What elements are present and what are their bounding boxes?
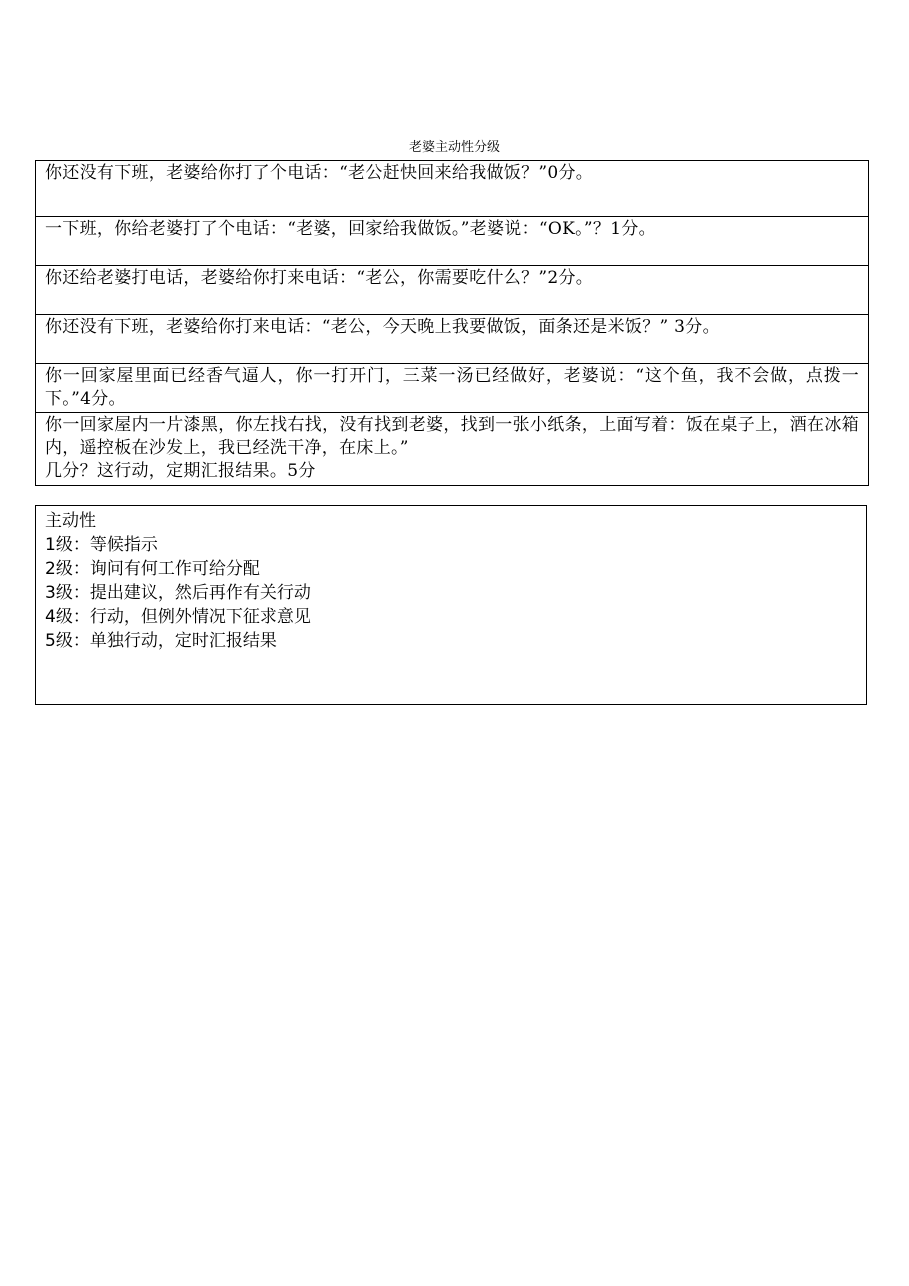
- table-row: [36, 364, 869, 413]
- level-2-text: 你还给老婆打电话，老婆给你打来电话：“老公，你需要吃什么？”2分。: [36, 266, 869, 315]
- table-row: [36, 413, 869, 486]
- guide-heading: 主动性: [45, 511, 96, 531]
- guide-level-3: 3级：提出建议，然后再作有关行动: [45, 583, 311, 603]
- table-row: [36, 161, 869, 217]
- page-title: 老婆主动性分级: [408, 140, 500, 155]
- level-0-text: 你还没有下班，老婆给你打了个电话：“老公赶快回来给我做饭？”0分。: [36, 161, 869, 217]
- level-4-text: 你一回家屋里面已经香气逼人，你一打开门，三菜一汤已经做好，老婆说：“这个鱼，我不会做，点拨一下。”4分。: [36, 364, 869, 413]
- levels-table: [35, 160, 869, 486]
- guide-level-4: 4级：行动，但例外情况下征求意见: [45, 607, 311, 627]
- table-row: [36, 217, 869, 266]
- table-row: [36, 266, 869, 315]
- initiative-guide-box: [35, 505, 867, 705]
- level-1-text: 一下班，你给老婆打了个电话：“老婆，回家给我做饭。”老婆说：“OK。”？1分。: [36, 217, 869, 266]
- guide-level-5: 5级：单独行动，定时汇报结果: [45, 631, 277, 651]
- level-3-text: 你还没有下班，老婆给你打来电话：“老公，今天晚上我要做饭，面条还是米饭？” 3分。: [36, 315, 869, 364]
- level-5-text: 你一回家屋内一片漆黑，你左找右找，没有找到老婆，找到一张小纸条，上面写着：饭在桌子上，酒在冰箱内，遥控板在沙发上，我已经洗干净，在床上。” 几分？这行动，定期汇报结果。5分: [36, 413, 869, 486]
- table-row: [36, 315, 869, 364]
- guide-level-1: 1级：等候指示: [45, 535, 158, 555]
- guide-level-2: 2级：询问有何工作可给分配: [45, 559, 260, 579]
